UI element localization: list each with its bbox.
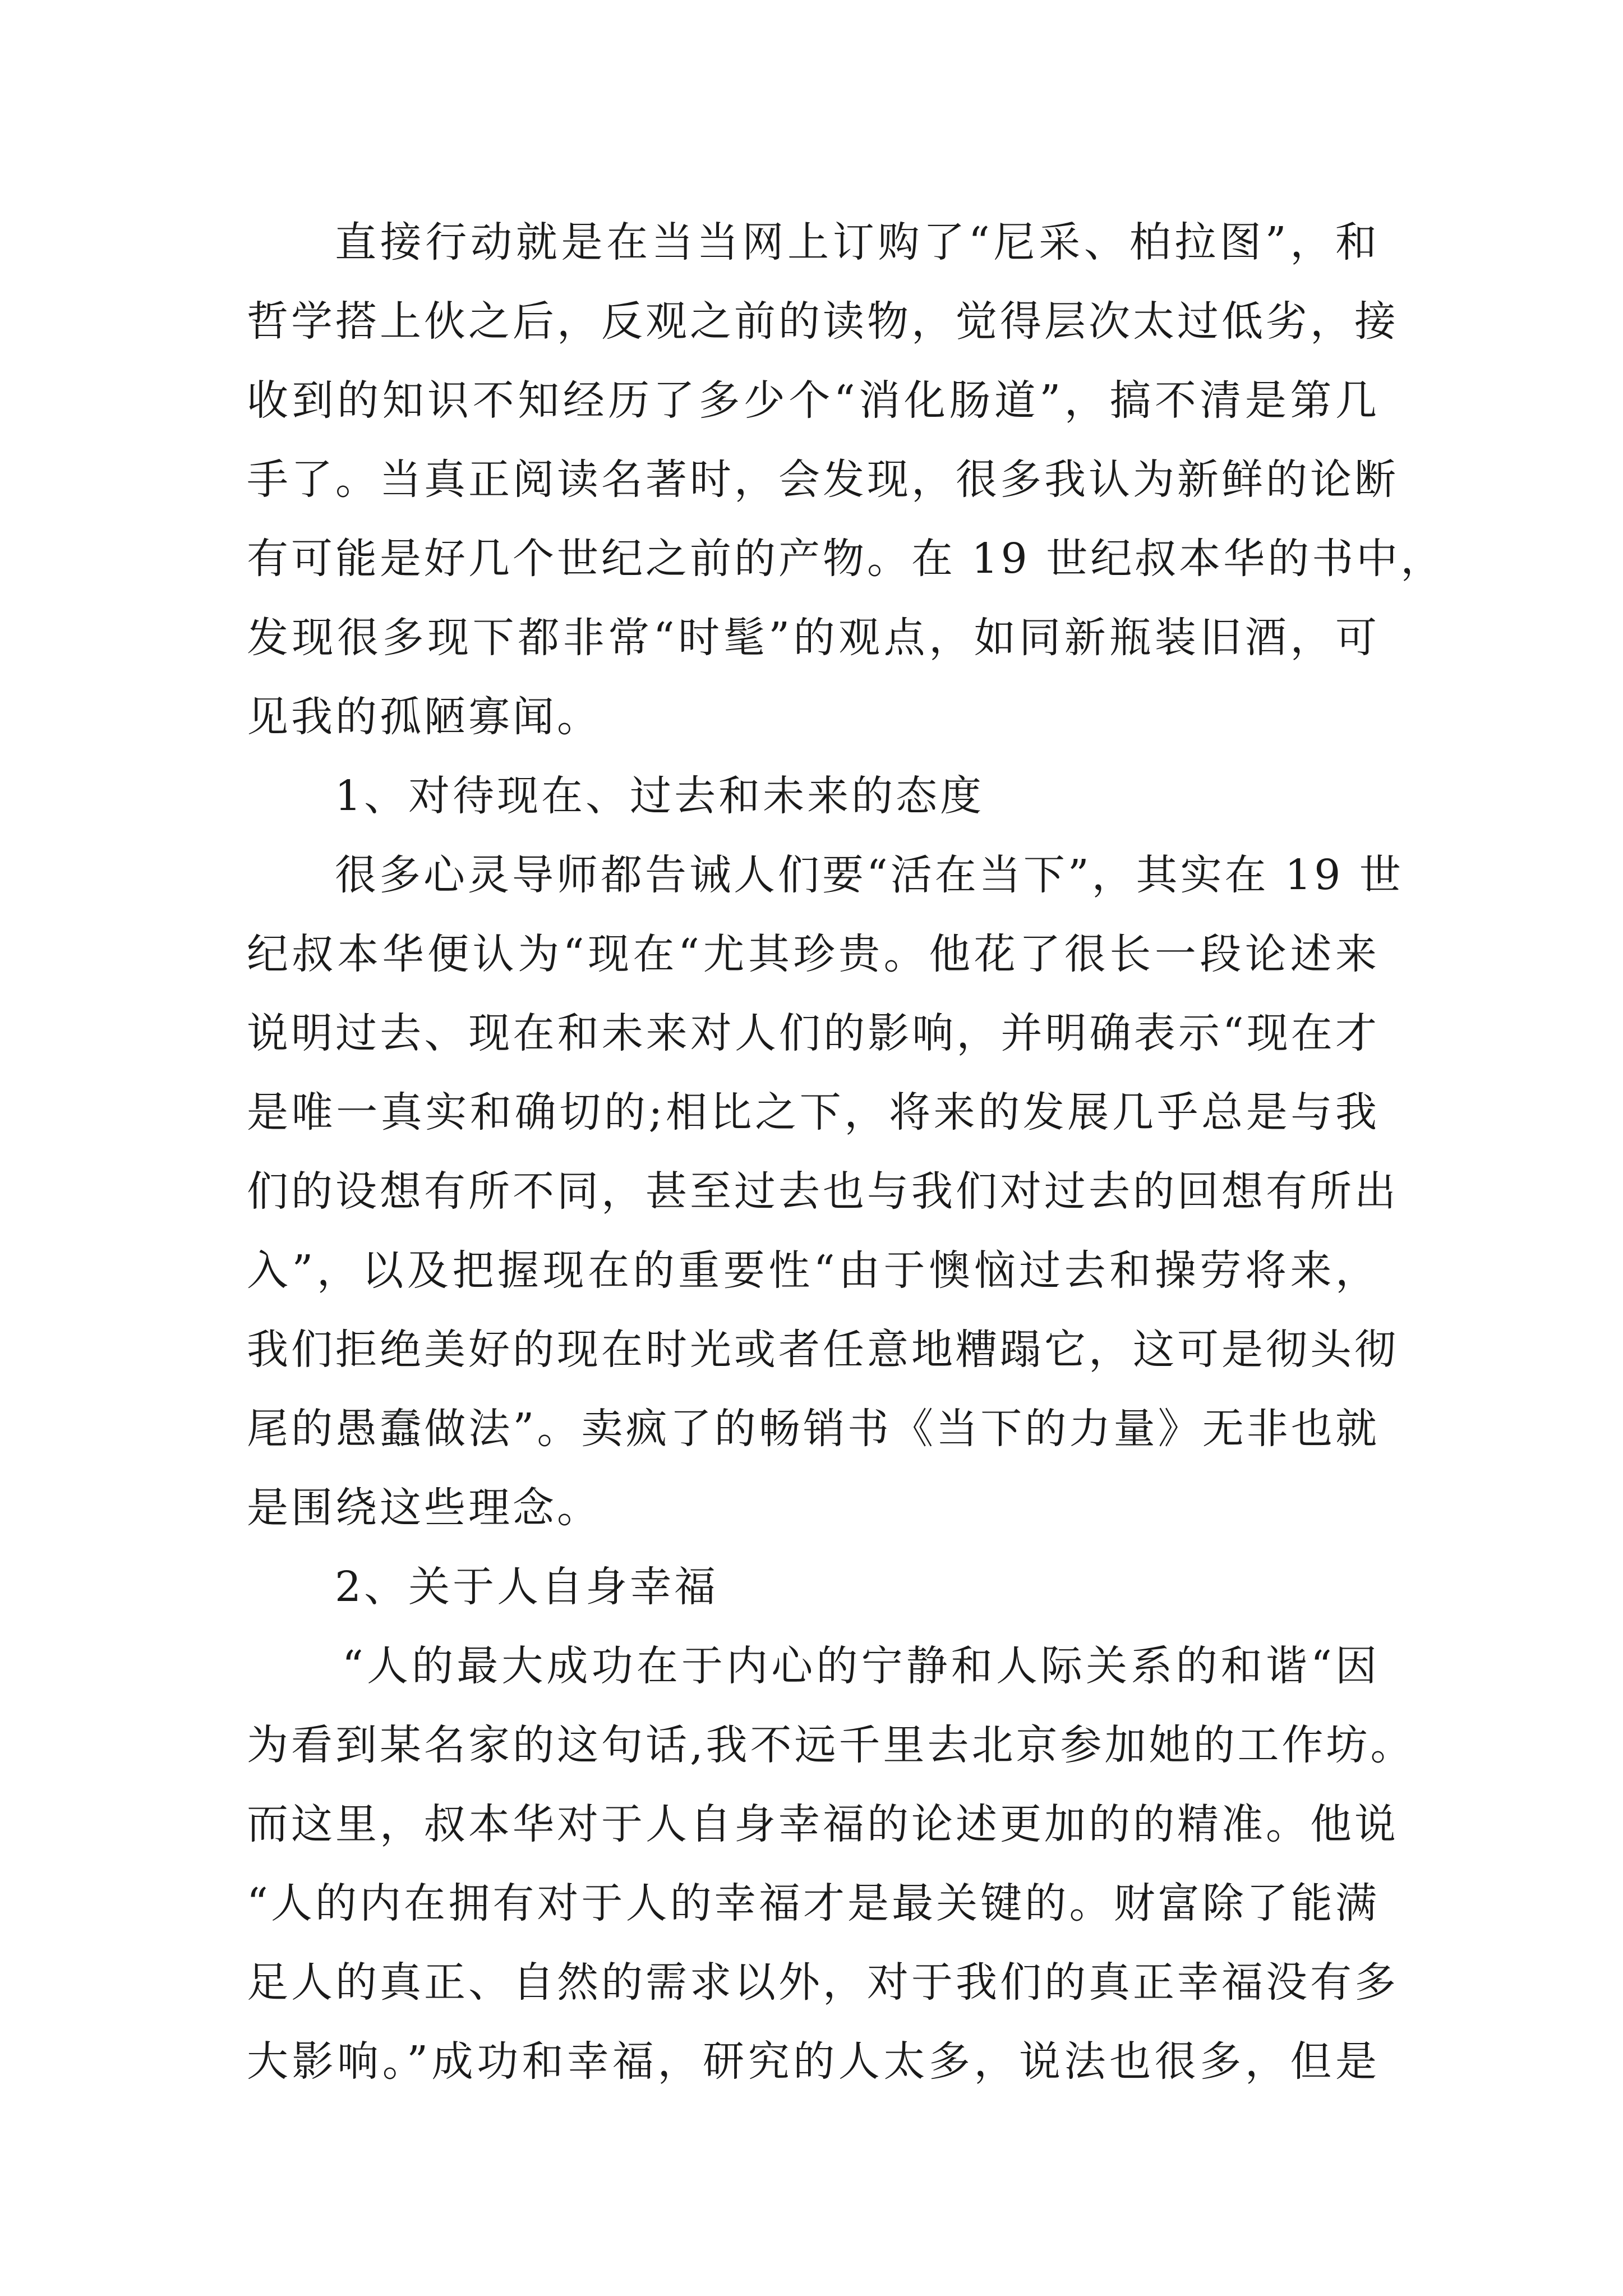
section-heading-2: 2、关于人自身幸福: [335, 1563, 719, 1611]
paragraph-line: 手了。当真正阅读名著时，会发现，很多我认为新鲜的论断: [247, 455, 1399, 504]
paragraph-line: 很多心灵导师都告诫人们要“活在当下”，其实在 19 世: [335, 851, 1404, 899]
paragraph-line: 有可能是好几个世纪之前的产物。在 19 世纪叔本华的书中，: [247, 535, 1445, 583]
paragraph-1: [247, 203, 1445, 757]
paragraph-line: 见我的孤陋寡闻。: [247, 693, 601, 741]
paragraph-3: [247, 1627, 1415, 2101]
paragraph-line: “人的内在拥有对于人的幸福才是最关键的。财富除了能满: [247, 1879, 1380, 1927]
paragraph-line: 为看到某名家的这句话,我不远千里去北京参加她的工作坊。: [247, 1721, 1415, 1769]
paragraph-line: 哲学搭上伙之后，反观之前的读物，觉得层次太过低劣，接: [247, 297, 1399, 346]
paragraph-line: 而这里，叔本华对于人自身幸福的论述更加的的精准。他说: [247, 1800, 1399, 1848]
paragraph-line: 尾的愚蠢做法”。卖疯了的畅销书《当下的力量》无非也就: [247, 1405, 1380, 1453]
document-page: [247, 203, 1445, 2101]
paragraph-line: 们的设想有所不同，甚至过去也与我们对过去的回想有所出: [247, 1167, 1399, 1216]
paragraph-2: [247, 836, 1404, 1548]
paragraph-line: 收到的知识不知经历了多少个“消化肠道”，搞不清是第几: [247, 376, 1380, 425]
paragraph-line: 我们拒绝美好的现在时光或者任意地糟蹋它，这可是彻头彻: [247, 1326, 1399, 1374]
paragraph-line: 是唯一真实和确切的;相比之下，将来的发展几乎总是与我: [247, 1088, 1380, 1137]
paragraph-line: 大影响。”成功和幸福，研究的人太多，说法也很多，但是: [247, 2037, 1380, 2086]
paragraph-line: 说明过去、现在和未来对人们的影响，并明确表示“现在才: [247, 1009, 1380, 1057]
paragraph-line: 直接行动就是在当当网上订购了“尼采、柏拉图”，和: [335, 218, 1380, 266]
section-heading-1: 1、对待现在、过去和未来的态度: [335, 772, 985, 820]
paragraph-line: 入”，以及把握现在的重要性“由于懊恼过去和操劳将来，: [247, 1246, 1380, 1295]
paragraph-line: 发现很多现下都非常“时髦”的观点，如同新瓶装旧酒，可: [247, 614, 1380, 662]
paragraph-line: 足人的真正、自然的需求以外，对于我们的真正幸福没有多: [247, 1958, 1399, 2007]
paragraph-line: 纪叔本华便认为“现在“尤其珍贵。他花了很长一段论述来: [247, 930, 1380, 978]
paragraph-line: 是围绕这些理念。: [247, 1484, 601, 1532]
paragraph-line: “人的最大成功在于内心的宁静和人际关系的和谐“因: [342, 1642, 1380, 1690]
